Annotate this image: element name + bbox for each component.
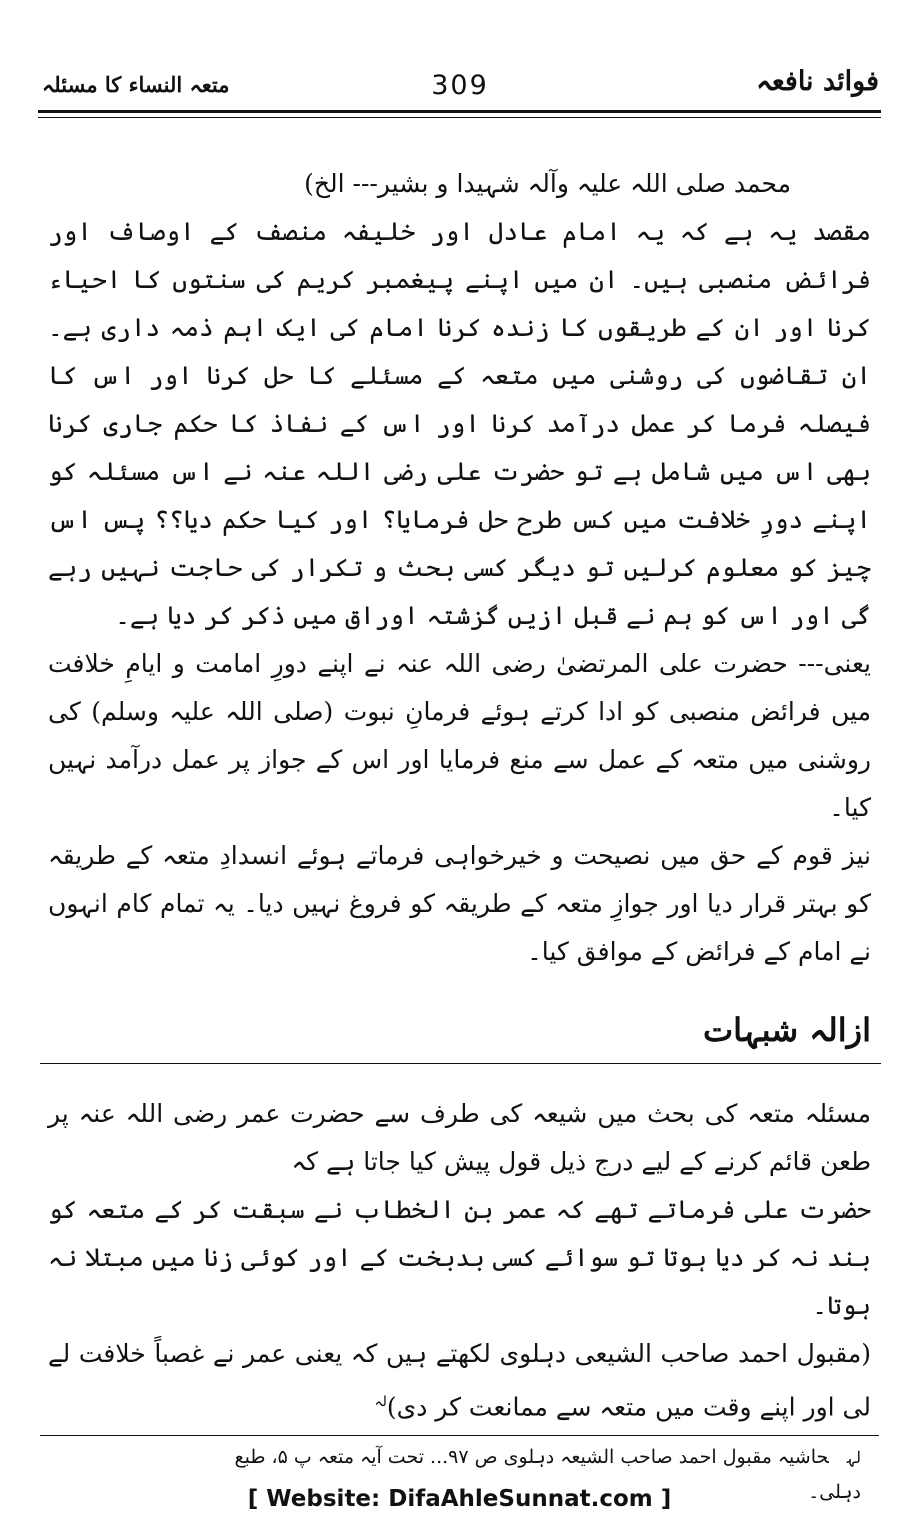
footnote-reference: لہ bbox=[374, 1394, 387, 1410]
running-header-book-title: فوائد نافعہ bbox=[756, 66, 879, 97]
footnote-mark: لہ bbox=[846, 1448, 861, 1467]
section-heading-wrap bbox=[703, 1008, 871, 1052]
paragraph-naseehat: نیز قوم کے حق میں نصیحت و خیرخواہی فرماتے ہوئے انسدادِ متعہ کے طریقہ کو بہتر قرار دیا اور جوازِ متعہ کے طریقہ کو فروغ نہیں دیا۔ یہ تمام کام انہوں نے امام کے فرائض کے موافق کیا۔ bbox=[48, 841, 871, 966]
page-number: 309 bbox=[431, 70, 489, 101]
section-heading: ازالہ شبہات bbox=[703, 1011, 871, 1049]
section-heading-rule bbox=[40, 1063, 881, 1064]
footnote-rule bbox=[40, 1435, 879, 1436]
section-text bbox=[48, 1090, 871, 1431]
header-rule-thin bbox=[38, 117, 881, 118]
maqbool-ahmad-text: (مقبول احمد صاحب الشیعی دہلوی لکھتے ہیں کہ یعنی عمر نے غصباً خلافت لے لی اور اپنے وقت میں متعہ سے ممانعت کر دی) bbox=[48, 1339, 871, 1422]
quote-ending-line: محمد صلی اللہ علیہ وآلہ شہیدا و بشیر--- الخ) bbox=[304, 169, 791, 198]
paragraph-yani: یعنی--- حضرت علی المرتضیٰ رضی اللہ عنہ نے اپنے دورِ امامت و ایامِ خلافت میں فرائض منصبی کو ادا کرتے ہوئے فرمانِ نبوت (صلی اللہ علیہ وسلم) کی روشنی میں متعہ کے عمل سے منع فرمایا اور اس کے جواز پر عمل درآمد نہیں کیا۔ bbox=[48, 649, 871, 822]
website-watermark: [ Website: DifaAhleSunnat.com ] bbox=[247, 1486, 672, 1512]
paragraph-mutah-debate: مسئلہ متعہ کی بحث میں شیعہ کی طرف سے حضرت عمر رضی اللہ عنہ پر طعن قائم کرنے کے لیے درج ذیل قول پیش کیا جاتا ہے کہ bbox=[48, 1099, 871, 1176]
paragraph-maqbool-ahmad bbox=[48, 1330, 871, 1431]
footnote-text: حاشیہ مقبول احمد صاحب الشیعہ دہلوی ص ۹۷... تحت آیہ متعہ پ ۵، طبع دہلی۔ bbox=[234, 1446, 861, 1503]
main-text bbox=[48, 160, 871, 976]
paragraph-hazrat-ali-quote: حضرت علی فرماتے تھے کہ عمر بن الخطاب نے سبقت کر کے متعہ کو بند نہ کر دیا ہوتا تو سوائے کسی بدبخت کے اور کوئی زنا میں مبتلا نہ ہوتا۔ bbox=[48, 1195, 871, 1320]
paragraph-purpose: مقصد یہ ہے کہ یہ امام عادل اور خلیفہ منصف کے اوصاف اور فرائض منصبی ہیں۔ ان میں اپنے پیغمبر کریم کی سنتوں کا احیاء کرنا اور ان کے طریقوں کا زندہ کرنا امام کی ایک اہم ذمہ داری ہے۔ ان تقاضوں کی روشنی میں متعہ کے مسئلے کا حل کرنا اور اس کا فیصلہ فرما کر عمل درآمد کرنا اور اس کے نفاذ کا حکم جاری کرنا بھی اس میں شامل ہے تو حضرت علی رضی اللہ عنہ نے اس مسئلہ کو اپنے دورِ خلافت میں کس طرح حل فرمایا؟ اور کیا حکم دیا؟؟ پس اس چیز کو معلوم کرلیں تو دیگر کسی بحث و تکرار کی حاجت نہیں رہے گی اور اس کو ہم نے قبل ازیں گزشتہ اوراق میں ذکر کر دیا ہے۔ bbox=[48, 217, 871, 630]
header-rule-thick bbox=[38, 110, 881, 113]
running-header-chapter: متعہ النساء کا مسئلہ bbox=[42, 72, 230, 97]
